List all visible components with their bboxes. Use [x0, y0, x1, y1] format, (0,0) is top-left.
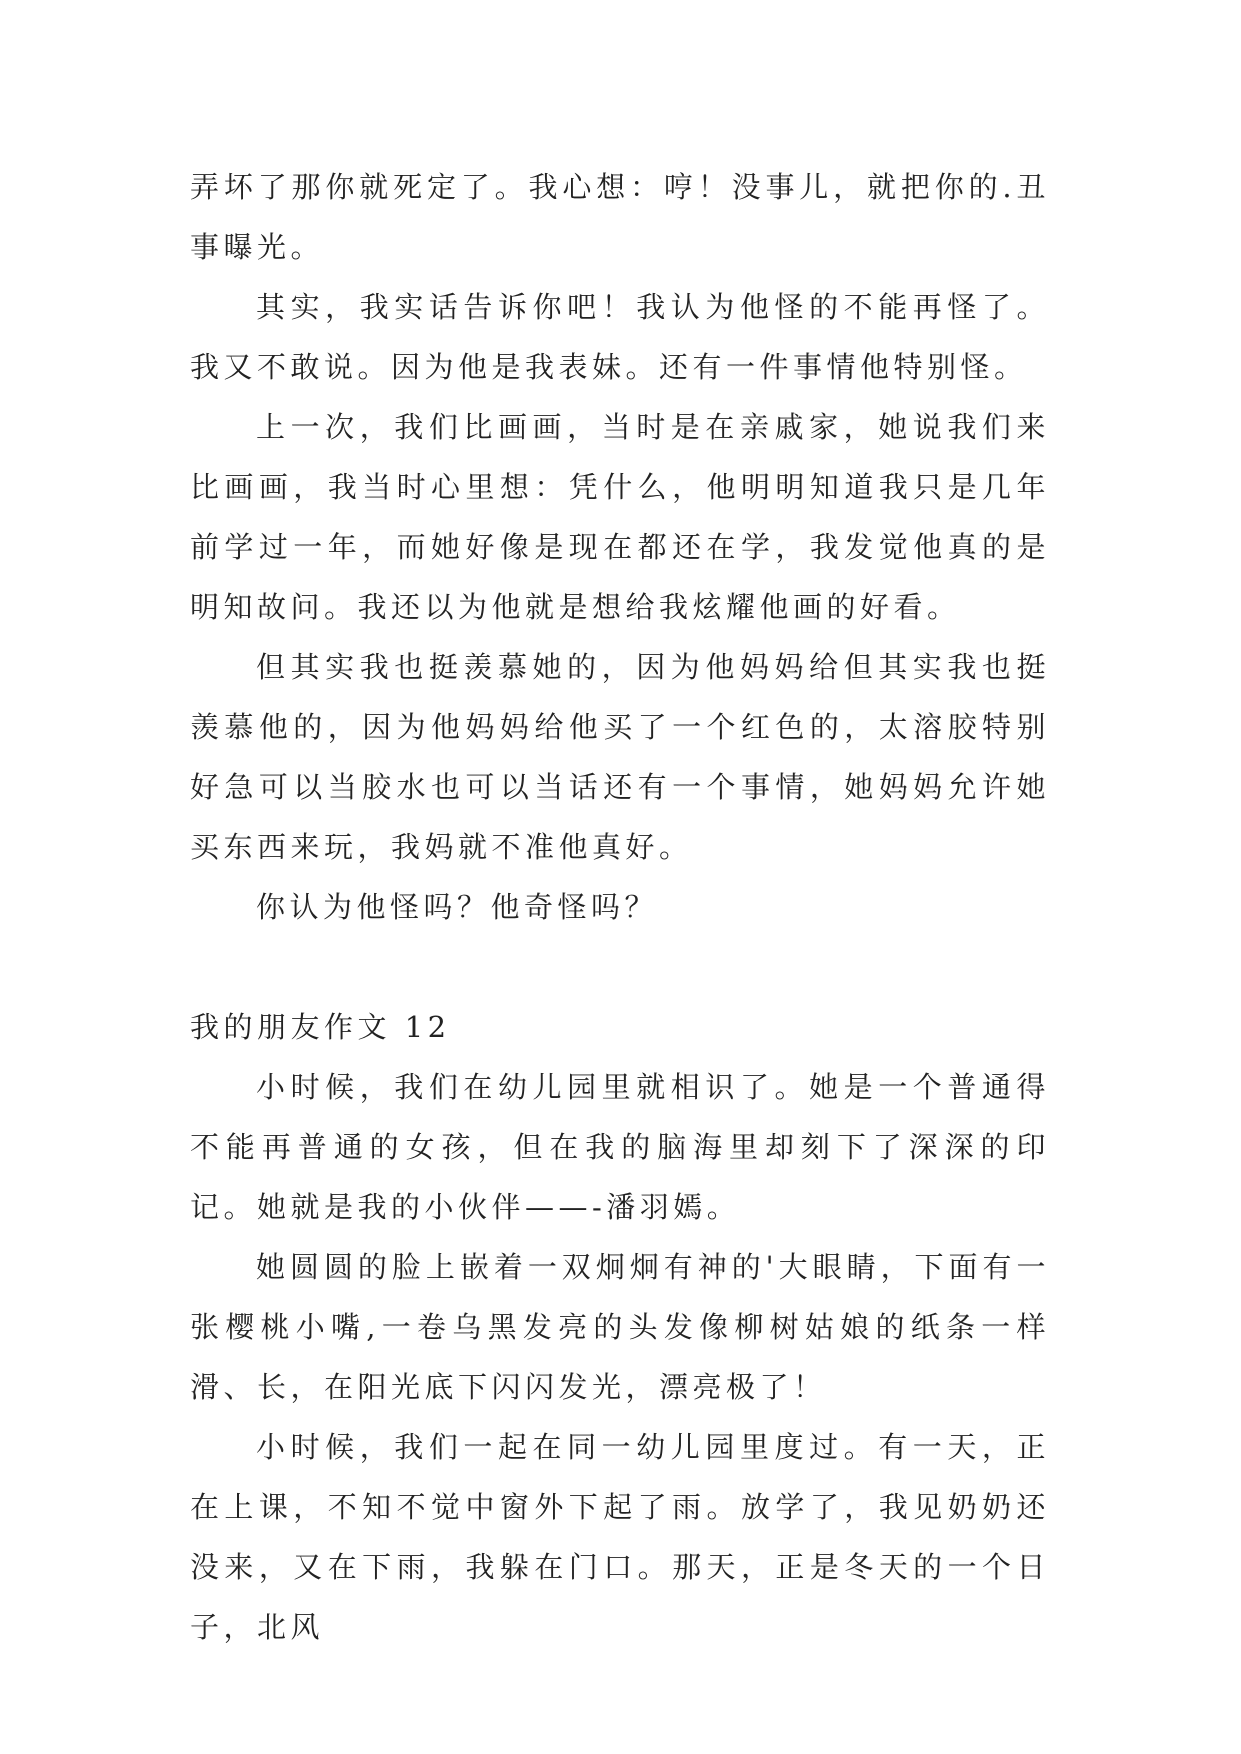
paragraph: 但其实我也挺羡慕她的，因为他妈妈给但其实我也挺羡慕他的，因为他妈妈给他买了一个红色的，太溶胶特别好急可以当胶水也可以当话还有一个事情，她妈妈允许她买东西来玩，我妈就不准他真好。 [190, 650, 1050, 864]
section-spacer [190, 937, 1050, 997]
paragraph: 你认为他怪吗？他奇怪吗？ [256, 890, 659, 924]
paragraph: 小时候，我们在幼儿园里就相识了。她是一个普通得不能再普通的女孩，但在我的脑海里却刻下了深深的印记。她就是我的小伙伴——-潘羽嫣。 [190, 1070, 1050, 1224]
paragraph: 她圆圆的脸上嵌着一双炯炯有神的'大眼睛，下面有一张樱桃小嘴,一卷乌黑发亮的头发像柳树姑娘的纸条一样滑、长，在阳光底下闪闪发光，漂亮极了！ [190, 1250, 1050, 1404]
paragraph: 上一次，我们比画画，当时是在亲戚家，她说我们来比画画，我当时心里想：凭什么，他明明知道我只是几年前学过一年，而她好像是现在都还在学，我发觉他真的是明知故问。我还以为他就是想给我炫耀他画的好看。 [190, 410, 1050, 624]
paragraph: 小时候，我们一起在同一幼儿园里度过。有一天，正在上课，不知不觉中窗外下起了雨。放学了，我见奶奶还没来，又在下雨，我躲在门口。那天，正是冬天的一个日子，北风 [190, 1430, 1050, 1644]
paragraph: 其实，我实话告诉你吧！我认为他怪的不能再怪了。我又不敢说。因为他是我表妹。还有一件事情他特别怪。 [190, 290, 1050, 384]
essay-title: 我的朋友作文 12 [190, 1010, 451, 1044]
paragraph-continuation: 弄坏了那你就死定了。我心想：哼！没事儿，就把你的.丑事曝光。 [190, 170, 1050, 264]
document-body [190, 157, 1050, 1657]
